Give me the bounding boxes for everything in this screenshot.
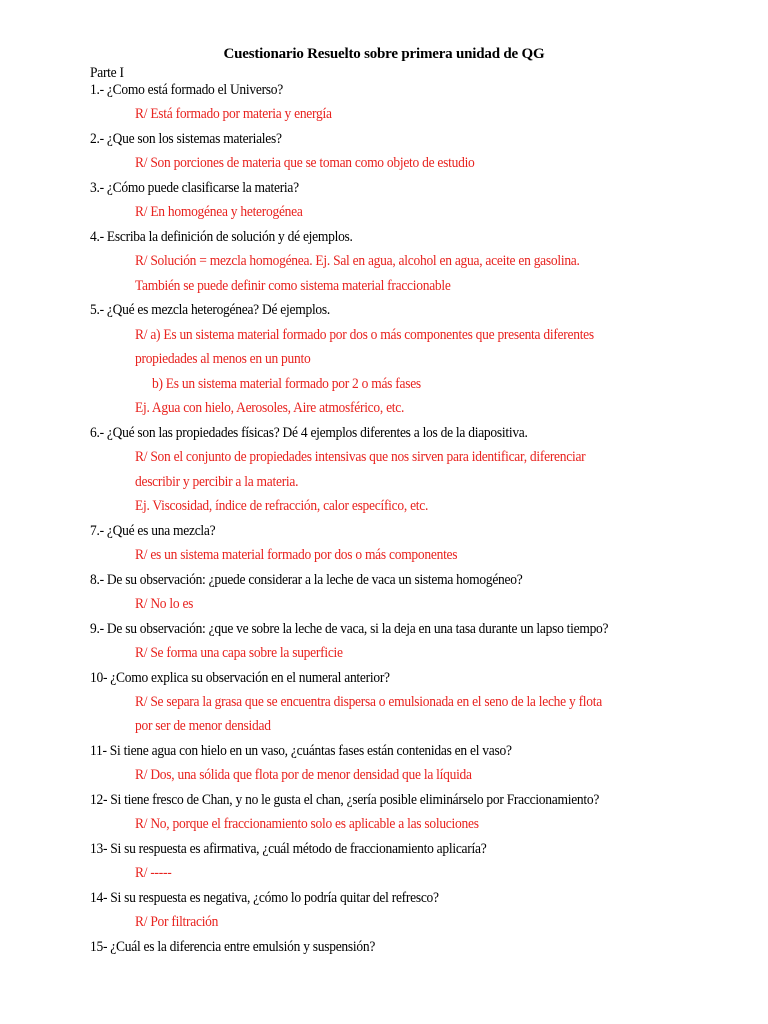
answer-line: describir y percibir a la materia. xyxy=(135,474,299,490)
question-line: 7.- ¿Qué es una mezcla? xyxy=(90,523,216,539)
question-line: 3.- ¿Cómo puede clasificarse la materia? xyxy=(90,180,299,196)
answer-line: R/ Son porciones de materia que se toman como objeto de estudio xyxy=(135,155,475,171)
answer-line: R/ Dos, una sólida que flota por de menor densidad que la líquida xyxy=(135,767,472,783)
question-line: 1.- ¿Como está formado el Universo? xyxy=(90,82,283,98)
answer-line: R/ es un sistema material formado por dos o más componentes xyxy=(135,547,458,563)
answer-line: También se puede definir como sistema material fraccionable xyxy=(135,278,451,294)
part-heading: Parte I xyxy=(90,65,124,81)
answer-line: por ser de menor densidad xyxy=(135,718,271,734)
answer-line: R/ Está formado por materia y energía xyxy=(135,106,332,122)
answer-line: R/ No, porque el fraccionamiento solo es aplicable a las soluciones xyxy=(135,816,479,832)
answer-line: R/ ----- xyxy=(135,865,172,881)
answer-line: Ej. Agua con hielo, Aerosoles, Aire atmosférico, etc. xyxy=(135,400,405,416)
question-line: 14- Si su respuesta es negativa, ¿cómo lo podría quitar del refresco? xyxy=(90,890,439,906)
answer-line: R/ Se separa la grasa que se encuentra dispersa o emulsionada en el seno de la leche y flota xyxy=(135,694,602,710)
answer-line: R/ Son el conjunto de propiedades intensivas que nos sirven para identificar, diferenciar xyxy=(135,449,586,465)
question-line: 11- Si tiene agua con hielo en un vaso, ¿cuántas fases están contenidas en el vaso? xyxy=(90,743,512,759)
question-line: 8.- De su observación: ¿puede considerar a la leche de vaca un sistema homogéneo? xyxy=(90,572,523,588)
answer-line: propiedades al menos en un punto xyxy=(135,351,311,367)
question-line: 6.- ¿Qué son las propiedades físicas? Dé 4 ejemplos diferentes a los de la diapositiva. xyxy=(90,425,528,441)
answer-line: R/ Se forma una capa sobre la superficie xyxy=(135,645,343,661)
question-line: 5.- ¿Qué es mezcla heterogénea? Dé ejemplos. xyxy=(90,302,331,318)
question-line: 10- ¿Como explica su observación en el numeral anterior? xyxy=(90,670,390,686)
answer-line: R/ Por filtración xyxy=(135,914,219,930)
question-line: 13- Si su respuesta es afirmativa, ¿cuál método de fraccionamiento aplicaría? xyxy=(90,841,487,857)
question-line: 2.- ¿Que son los sistemas materiales? xyxy=(90,131,282,147)
answer-line: Ej. Viscosidad, índice de refracción, calor específico, etc. xyxy=(135,498,429,514)
question-line: 9.- De su observación: ¿que ve sobre la leche de vaca, si la deja en una tasa durante un lapso tiempo? xyxy=(90,621,609,637)
question-line: 15- ¿Cuál es la diferencia entre emulsión y suspensión? xyxy=(90,939,376,955)
question-line: 12- Si tiene fresco de Chan, y no le gusta el chan, ¿sería posible eliminárselo por Fraccionamiento? xyxy=(90,792,600,808)
answer-line: R/ No lo es xyxy=(135,596,194,612)
answer-line: R/ En homogénea y heterogénea xyxy=(135,204,303,220)
document-title: Cuestionario Resuelto sobre primera unidad de QG xyxy=(223,46,545,62)
question-line: 4.- Escriba la definición de solución y dé ejemplos. xyxy=(90,229,353,245)
answer-line: R/ Solución = mezcla homogénea. Ej. Sal en agua, alcohol en agua, aceite en gasolina. xyxy=(135,253,580,269)
answer-line: R/ a) Es un sistema material formado por dos o más componentes que presenta diferentes xyxy=(135,327,594,343)
answer-line: b) Es un sistema material formado por 2 o más fases xyxy=(152,376,421,392)
